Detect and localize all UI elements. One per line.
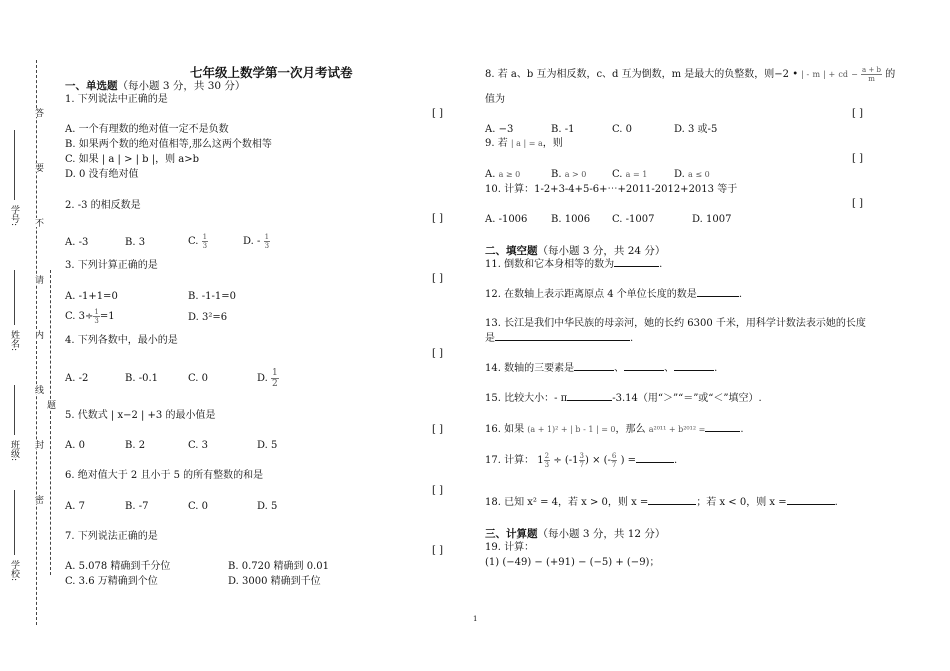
binding-margin bbox=[0, 0, 60, 671]
seal-mark: 不 bbox=[33, 218, 43, 227]
q6-option-a: A. 7 bbox=[65, 501, 85, 512]
name-line bbox=[14, 270, 15, 325]
q9-stem: 9. 若 | a | = a，则 bbox=[485, 138, 563, 149]
answer-bracket: [ ] bbox=[432, 424, 443, 435]
q8-stem: 8. 若 a、b 互为相反数，c、d 互为倒数，m 是最大的负整数，则−2 • | - m | + cd − $\frac{a + b}{m}$ 的 bbox=[485, 66, 896, 83]
q2-option-b: B. 3 bbox=[125, 237, 146, 248]
q2-option-a: A. -3 bbox=[65, 237, 89, 248]
answer-bracket: [ ] bbox=[432, 545, 443, 556]
answer-bracket: [ ] bbox=[432, 108, 443, 119]
q13-line2: 是 . bbox=[485, 333, 634, 344]
q10-option-c: C. -1007 bbox=[612, 214, 655, 225]
q4-option-d: D. $\frac{1}{2}$ bbox=[257, 368, 278, 389]
page-number: 1 bbox=[473, 615, 478, 623]
q7-option-c: C. 3.6 万精确到个位 bbox=[65, 576, 158, 587]
seal-mark: 封 bbox=[33, 440, 43, 449]
binding-line-outer bbox=[36, 60, 37, 625]
q12: 12. 在数轴上表示距离原点 4 个单位长度的数是 . bbox=[485, 289, 742, 300]
q7-option-a: A. 5.078 精确到千分位 bbox=[65, 561, 171, 572]
q6-option-d: D. 5 bbox=[257, 501, 278, 512]
q5-stem: 5. 代数式 | x−2 | +3 的最小值是 bbox=[65, 410, 216, 421]
q3-option-c: C. 3÷ $\frac{1}{3}$ =1 bbox=[65, 308, 115, 325]
q2-option-d: D. - $\frac{1}{3}$ bbox=[243, 233, 270, 250]
q4-option-c: C. 0 bbox=[188, 373, 209, 384]
seal-mark: 题 bbox=[45, 400, 55, 409]
student-id-line bbox=[14, 130, 15, 200]
q5-option-c: C. 3 bbox=[188, 440, 209, 451]
answer-bracket: [ ] bbox=[432, 485, 443, 496]
q5-option-a: A. 0 bbox=[65, 440, 85, 451]
seal-mark: 内 bbox=[33, 330, 43, 339]
q5-option-b: B. 2 bbox=[125, 440, 146, 451]
q11: 11. 倒数和它本身相等的数为 . bbox=[485, 259, 663, 270]
seal-mark: 线 bbox=[33, 385, 43, 394]
q2-option-c: C. $\frac{1}{3}$ bbox=[188, 233, 208, 250]
q9-option-b: B. a > 0 bbox=[551, 169, 587, 180]
q3-option-b: B. -1-1=0 bbox=[188, 291, 236, 302]
q6-option-c: C. 0 bbox=[188, 501, 209, 512]
q3-option-d: D. 3²=6 bbox=[188, 312, 228, 323]
q10-option-b: B. 1006 bbox=[551, 214, 591, 225]
q1-option-a: A. 一个有理数的绝对值一定不是负数 bbox=[65, 124, 229, 135]
q6-option-b: B. -7 bbox=[125, 501, 149, 512]
q8-stem-line2: 值为 bbox=[485, 94, 505, 105]
q7-stem: 7. 下列说法正确的是 bbox=[65, 531, 158, 542]
q17: 17. 计算： 1 $\frac{2}{3}$ ÷ (-1 $\frac{3}{7}$ ) × (- $\frac{6}{7}$ ) = . bbox=[485, 452, 678, 469]
school-line bbox=[14, 490, 15, 555]
seal-mark: 请 bbox=[33, 275, 43, 284]
q18: 18. 已知 x² = 4，若 x > 0，则 x = ；若 x < 0，则 x = . bbox=[485, 497, 838, 508]
answer-bracket: [ ] bbox=[852, 153, 863, 164]
q9-option-c: C. a = 1 bbox=[612, 169, 648, 180]
q4-option-b: B. -0.1 bbox=[125, 373, 158, 384]
class-label: 班级: bbox=[9, 440, 19, 462]
q8-option-d: D. 3 或-5 bbox=[674, 124, 718, 135]
seal-mark: 要 bbox=[33, 163, 43, 172]
q7-option-b: B. 0.720 精确到 0.01 bbox=[228, 561, 329, 572]
q8-option-c: C. 0 bbox=[612, 124, 633, 135]
q7-option-d: D. 3000 精确到千位 bbox=[228, 576, 321, 587]
q4-stem: 4. 下列各数中，最小的是 bbox=[65, 335, 178, 346]
q14: 14. 数轴的三要素是 、 、 . bbox=[485, 363, 718, 374]
q9-option-a: A. a ≥ 0 bbox=[485, 169, 521, 180]
q19-stem: 19. 计算： bbox=[485, 542, 535, 553]
q3-option-a: A. -1+1=0 bbox=[65, 291, 118, 302]
school-label: 学校: bbox=[9, 560, 19, 582]
binding-line-inner bbox=[50, 270, 51, 575]
seal-mark: 密 bbox=[33, 495, 43, 504]
answer-bracket: [ ] bbox=[432, 213, 443, 224]
q15: 15. 比较大小：- π -3.14（用“＞”“＝”或“＜”填空）. bbox=[485, 393, 762, 404]
q1-option-c: C. 如果 | a | > | b |，则 a>b bbox=[65, 154, 200, 165]
q8-option-a: A. −3 bbox=[485, 124, 514, 135]
q1-option-d: D. 0 没有绝对值 bbox=[65, 169, 139, 180]
q10-stem: 10. 计算：1-2+3-4+5-6+⋯+2011-2012+2013 等于 bbox=[485, 184, 738, 195]
answer-bracket: [ ] bbox=[432, 348, 443, 359]
q6-stem: 6. 绝对值大于 2 且小于 5 的所有整数的和是 bbox=[65, 470, 264, 481]
q1-stem: 1. 下列说法中正确的是 bbox=[65, 94, 168, 105]
q10-option-d: D. 1007 bbox=[692, 214, 732, 225]
seal-mark: 答 bbox=[33, 108, 43, 117]
q8-option-b: B. -1 bbox=[551, 124, 575, 135]
q13-line1: 13. 长江是我们中华民族的母亲河，她的长约 6300 千米，用科学计数法表示她的长度 bbox=[485, 318, 866, 329]
page-title: 七年级上数学第一次月考试卷 bbox=[190, 65, 353, 80]
name-label: 姓名: bbox=[9, 330, 19, 352]
q10-option-a: A. -1006 bbox=[485, 214, 528, 225]
q4-option-a: A. -2 bbox=[65, 373, 89, 384]
answer-bracket: [ ] bbox=[432, 273, 443, 284]
q1-option-b: B. 如果两个数的绝对值相等,那么这两个数相等 bbox=[65, 139, 272, 150]
answer-bracket: [ ] bbox=[852, 198, 863, 209]
section-heading-fill: 二、填空题（每小题 3 分，共 24 分） bbox=[485, 245, 666, 257]
section-heading-calc: 三、计算题（每小题 3 分，共 12 分） bbox=[485, 528, 666, 540]
answer-bracket: [ ] bbox=[852, 108, 863, 119]
q16: 16. 如果 (a + 1)² + | b - 1 | = 0，那么 a²⁰¹¹ + b²⁰¹² = . bbox=[485, 424, 744, 435]
student-id-label: 学号: bbox=[9, 205, 19, 227]
q19-part1: (1) (−49) − (+91) − (−5) + (−9)； bbox=[485, 557, 660, 568]
q2-stem: 2. -3 的相反数是 bbox=[65, 200, 141, 211]
q3-stem: 3. 下列计算正确的是 bbox=[65, 260, 158, 271]
q5-option-d: D. 5 bbox=[257, 440, 278, 451]
section-heading-choice: 一、单选题（每小题 3 分，共 30 分） bbox=[65, 80, 246, 92]
q9-option-d: D. a ≤ 0 bbox=[674, 169, 710, 180]
class-line bbox=[14, 385, 15, 435]
